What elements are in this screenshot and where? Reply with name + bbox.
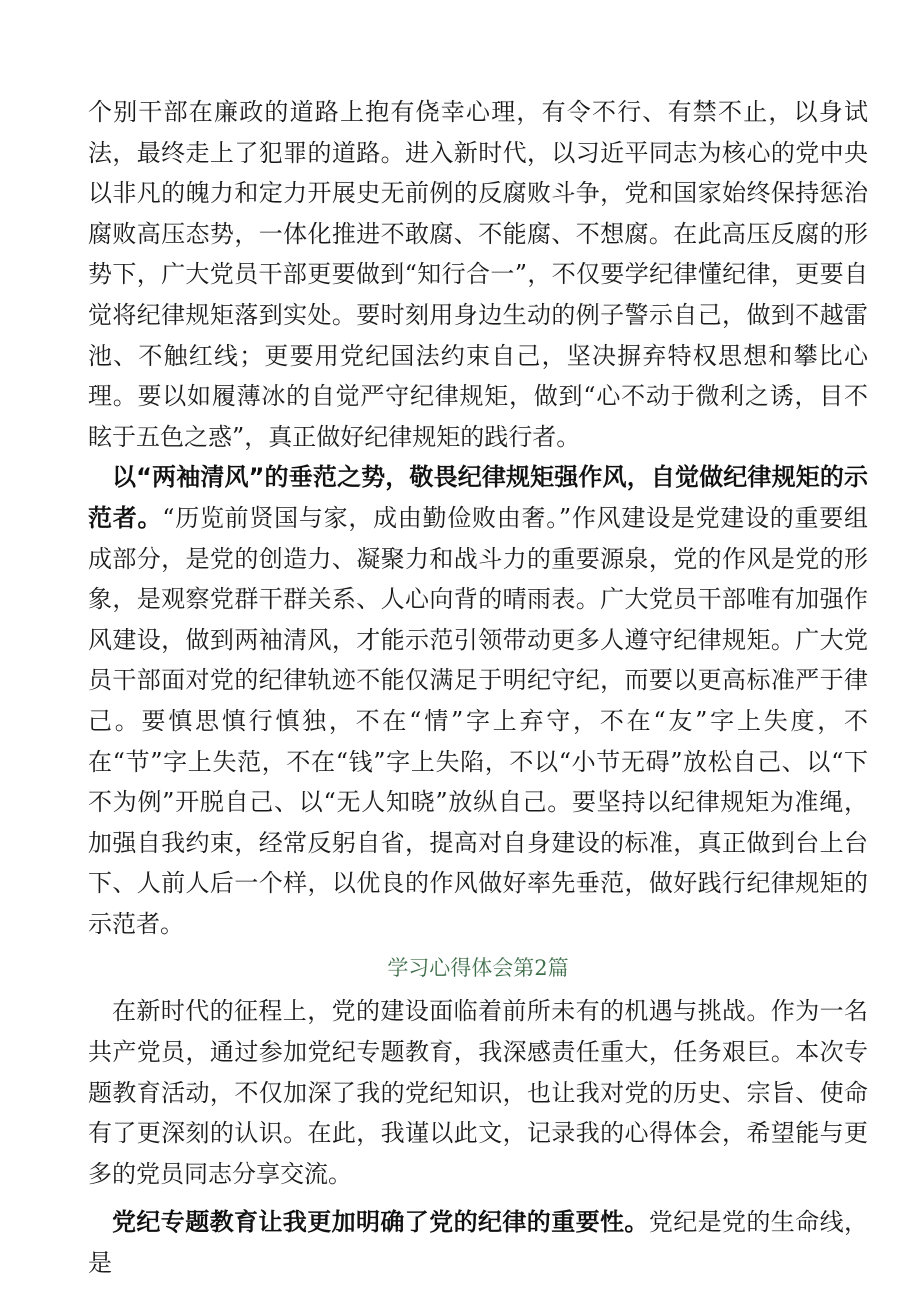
- section-heading: 学习心得体会第2篇: [387, 956, 569, 981]
- body-paragraph-3: 在新时代的征程上，党的建设面临着前所未有的机遇与挑战。作为一名共产党员，通过参加党纪专题教育，我深感责任重大，任务艰巨。本次专题教育活动，不仅加深了我的党纪知识，也让我对党的历史、宗旨、使命有了更深刻的认识。在此，我谨以此文，记录我的心得体会，希望能与更多的党员同志分享交流。: [88, 997, 868, 1188]
- paragraph-body-text: 党纪是党的生命线，是: [88, 1208, 869, 1278]
- paragraph-body-text: “历览前贤国与家，成由勤俭败由奢。”作风建设是党建设的重要组成部分，是党的创造力、凝聚力和战斗力的重要源泉，党的作风是党的形象，是观察党群干群关系、人心向背的晴雨表。广大党员干部唯有加强作风建设，做到两袖清风，才能示范引领带动更多人遵守纪律规矩。广大党员干部面对党的纪律轨迹不能仅满足于明纪守纪，而要以更高标准严于律己。要慎思慎行慎独，不在“情”字上弃守，不在“友”字上失度，不在“节”字上失范，不在“钱”字上失陷，不以“小节无碍”放松自己、以“下不为例”开脱自己、以“无人知晓”放纵自己。要坚持以纪律规矩为准绳，加强自我约束，经常反躬自省，提高对自身建设的标准，真正做到台上台下、人前人后一个样，以优良的作风做好率先垂范，做好践行纪律规矩的示范者。: [88, 503, 868, 938]
- paragraph-lead-sentence: 党纪专题教育让我更加明确了党的纪律的重要性。: [112, 1208, 649, 1237]
- body-paragraph-2: [88, 457, 868, 944]
- body-paragraph-4: [88, 1202, 868, 1283]
- document-page: [88, 92, 868, 1284]
- body-paragraph-1: 个别干部在廉政的道路上抱有侥幸心理，有令不行、有禁不止，以身试法，最终走上了犯罪的道路。进入新时代，以习近平同志为核心的党中央以非凡的魄力和定力开展史无前例的反腐败斗争，党和国家始终保持惩治腐败高压态势，一体化推进不敢腐、不能腐、不想腐。在此高压反腐的形势下，广大党员干部更要做到“知行合一”，不仅要学纪律懂纪律，更要自觉将纪律规矩落到实处。要时刻用身边生动的例子警示自己，做到不越雷池、不触红线；更要用党纪国法约束自己，坚决摒弃特权思想和攀比心理。要以如履薄冰的自觉严守纪律规矩，做到“心不动于微利之诱，目不眩于五色之惑”，真正做好纪律规矩的践行者。: [88, 98, 868, 451]
- paragraph-lead-sentence: 以“两袖清风”的垂范之势，敬畏纪律规矩强作风，自觉做纪律规矩的示范者。: [88, 463, 868, 532]
